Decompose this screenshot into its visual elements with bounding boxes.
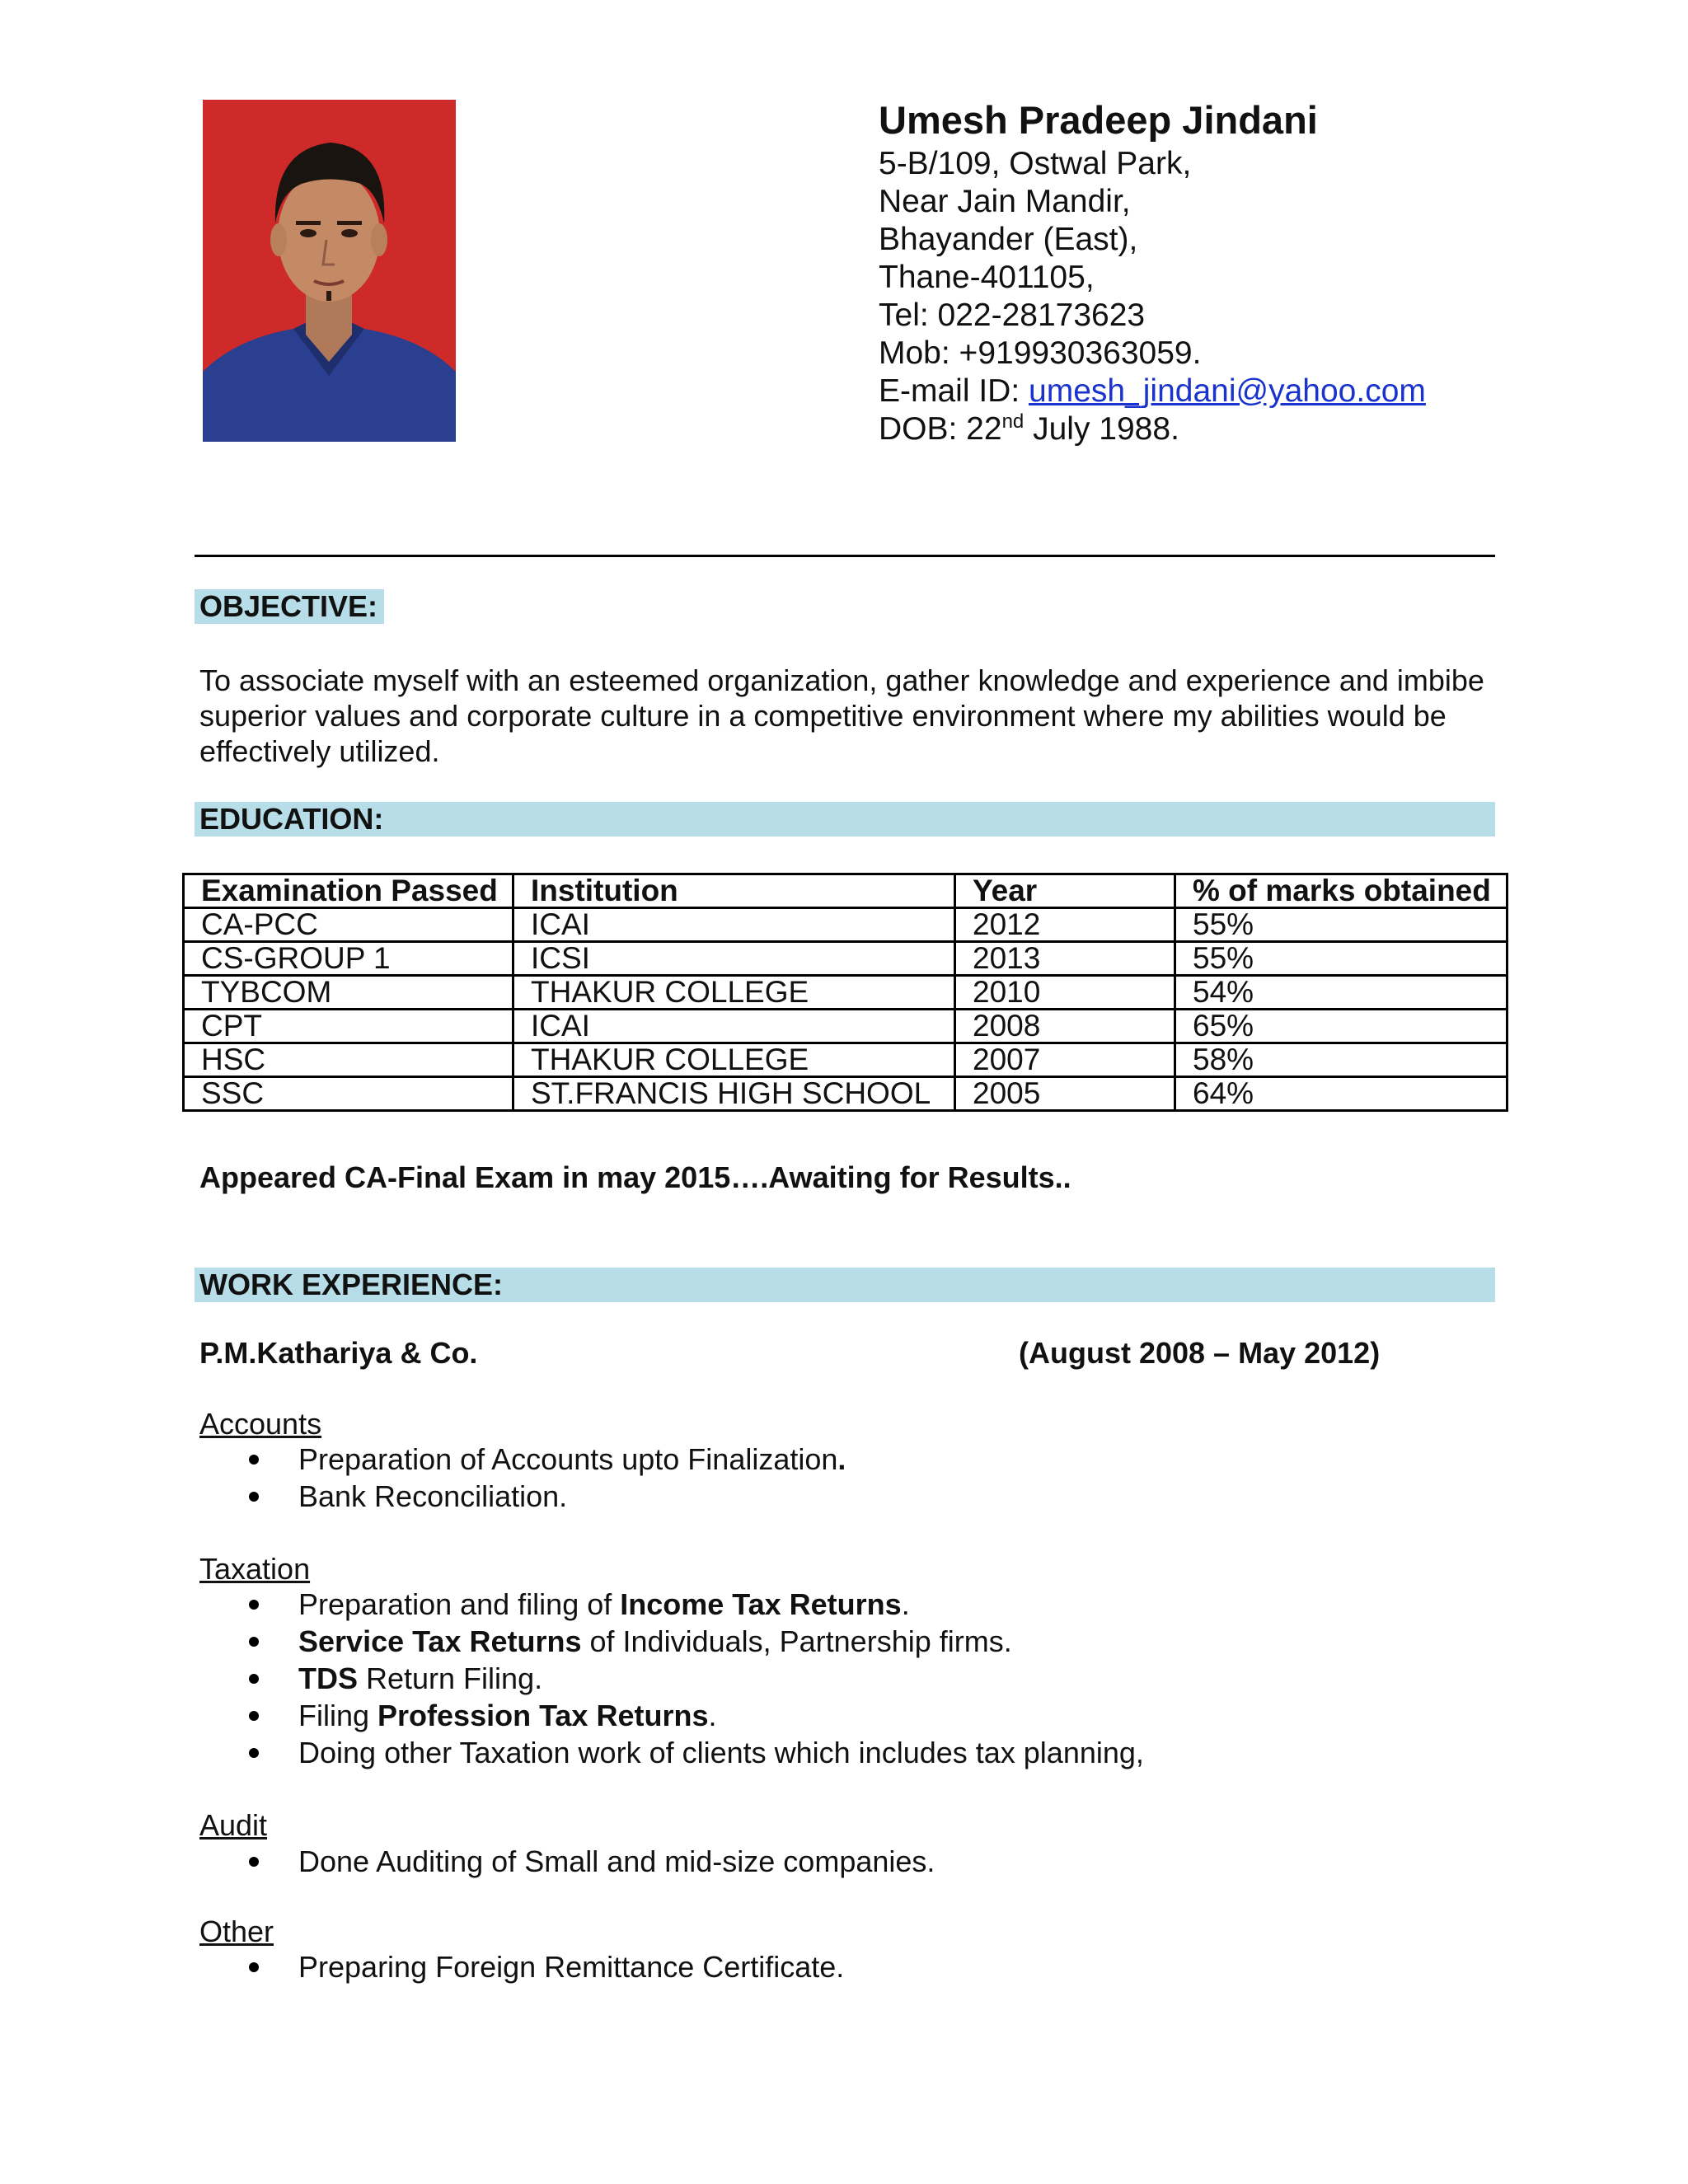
table-cell: 65% [1175, 1010, 1507, 1043]
table-row [184, 1077, 1507, 1111]
column-header: Year [955, 874, 1175, 908]
mobile-line: Mob: +919930363059. [879, 335, 1202, 371]
table-cell: ST.FRANCIS HIGH SCHOOL [513, 1077, 955, 1111]
taxation-subheading: Taxation [199, 1552, 311, 1586]
bullet-icon [249, 1674, 259, 1684]
dob-line [879, 410, 1620, 448]
table-cell: 2013 [955, 942, 1175, 976]
email-link[interactable]: umesh_jindani@yahoo.com [1029, 373, 1426, 409]
taxation-list [0, 1586, 1144, 1771]
email-label: E-mail ID: [879, 373, 1029, 409]
bullet-icon [249, 1962, 259, 1972]
address-line: Bhayander (East), [879, 222, 1138, 257]
candidate-name: Umesh Pradeep Jindani [879, 98, 1318, 142]
table-row [184, 908, 1507, 942]
table-row [184, 1043, 1507, 1077]
table-cell: THAKUR COLLEGE [513, 1043, 955, 1077]
email-line [879, 373, 1620, 410]
bullet-icon [249, 1492, 259, 1502]
table-cell: CA-PCC [184, 908, 513, 942]
dob-rest: July 1988. [1024, 411, 1179, 447]
table-cell: 55% [1175, 908, 1507, 942]
bullet-icon [249, 1857, 259, 1867]
list-item: Done Auditing of Small and mid-size companies. [0, 1843, 935, 1880]
table-cell: 64% [1175, 1077, 1507, 1111]
list-item: Preparation of Accounts upto Finalization. [0, 1441, 846, 1478]
education-table [182, 873, 1508, 1112]
header-divider [195, 555, 1495, 557]
table-cell: CS-GROUP 1 [184, 942, 513, 976]
dob-superscript: nd [1001, 410, 1025, 433]
ca-final-note: Appeared CA-Final Exam in may 2015….Awaiting for Results.. [199, 1160, 1071, 1194]
other-list [0, 1948, 844, 1985]
table-cell: CPT [184, 1010, 513, 1043]
list-item: Filing Profession Tax Returns. [0, 1697, 1144, 1734]
table-cell: 2007 [955, 1043, 1175, 1077]
bullet-icon [249, 1637, 259, 1647]
table-cell: 2010 [955, 976, 1175, 1010]
address-line: 5-B/109, Ostwal Park, [879, 146, 1192, 181]
table-row [184, 942, 1507, 976]
table-cell: ICAI [513, 1010, 955, 1043]
table-cell: 54% [1175, 976, 1507, 1010]
address-line: Near Jain Mandir, [879, 184, 1131, 219]
table-header-row [184, 874, 1507, 908]
address-line: Thane-401105, [879, 260, 1095, 295]
audit-subheading: Audit [199, 1808, 268, 1842]
list-item: TDS Return Filing. [0, 1660, 1144, 1697]
table-cell: ICAI [513, 908, 955, 942]
bullet-icon [249, 1600, 259, 1610]
column-header: Examination Passed [184, 874, 513, 908]
list-item: Doing other Taxation work of clients which includes tax planning, [0, 1734, 1144, 1771]
table-cell: HSC [184, 1043, 513, 1077]
column-header: Institution [513, 874, 955, 908]
profile-photo [203, 100, 456, 442]
column-header: % of marks obtained [1175, 874, 1507, 908]
audit-list [0, 1843, 935, 1880]
table-cell: 2005 [955, 1077, 1175, 1111]
table-cell: THAKUR COLLEGE [513, 976, 955, 1010]
objective-heading: OBJECTIVE: [195, 589, 384, 624]
bullet-icon [249, 1711, 259, 1721]
list-item: Service Tax Returns of Individuals, Partnership firms. [0, 1623, 1144, 1660]
table-cell: TYBCOM [184, 976, 513, 1010]
table-cell: 55% [1175, 942, 1507, 976]
education-heading: EDUCATION: [195, 802, 1495, 837]
table-cell: ICSI [513, 942, 955, 976]
objective-text: To associate myself with an esteemed organization, gather knowledge and experience and imbibe superior values and corporate culture in a competitive environment where my abilities would be effectively utilized. [199, 663, 1484, 768]
work-experience-heading: WORK EXPERIENCE: [195, 1268, 1495, 1302]
bullet-icon [249, 1455, 259, 1465]
list-item: Preparation and filing of Income Tax Returns. [0, 1586, 1144, 1623]
company-name: P.M.Kathariya & Co. [199, 1336, 478, 1370]
table-row [184, 1010, 1507, 1043]
employment-period: (August 2008 – May 2012) [1019, 1336, 1381, 1370]
contact-header [879, 97, 1620, 448]
list-item: Preparing Foreign Remittance Certificate. [0, 1948, 844, 1985]
table-row [184, 976, 1507, 1010]
other-subheading: Other [199, 1915, 274, 1948]
bullet-icon [249, 1748, 259, 1758]
table-cell: 58% [1175, 1043, 1507, 1077]
list-item: Bank Reconciliation. [0, 1478, 846, 1515]
table-cell: 2012 [955, 908, 1175, 942]
accounts-list [0, 1441, 846, 1515]
table-cell: 2008 [955, 1010, 1175, 1043]
phone-line: Tel: 022-28173623 [879, 298, 1146, 333]
accounts-subheading: Accounts [199, 1407, 322, 1441]
table-cell: SSC [184, 1077, 513, 1111]
dob-prefix: DOB: 22 [879, 411, 1002, 447]
